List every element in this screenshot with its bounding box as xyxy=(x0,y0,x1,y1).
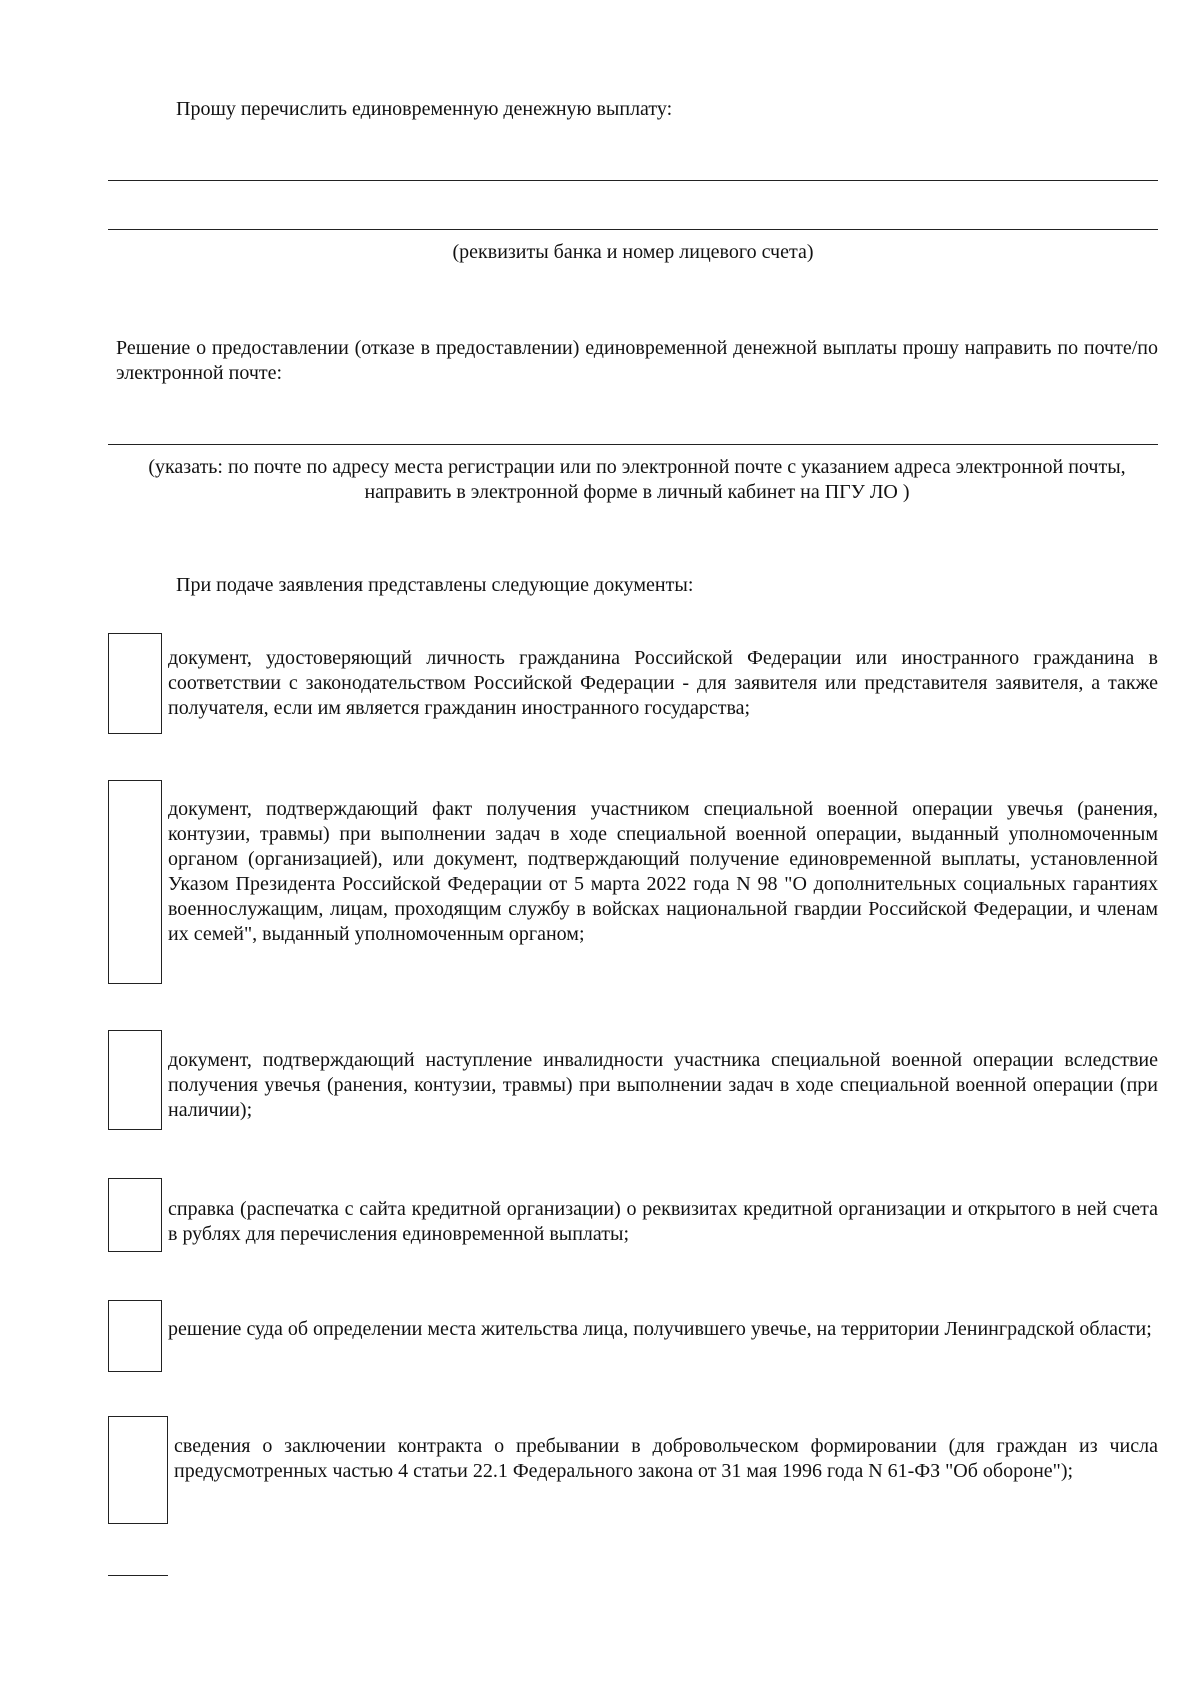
documents-heading: При подаче заявления представлены следующие документы: xyxy=(176,574,694,596)
document-text: справка (распечатка с сайта кредитной организации) о реквизитах кредитной организации и открытого в ней счета в рублях для перечисления единовременной выплаты; xyxy=(168,1198,1158,1245)
bank-details-caption: (реквизиты банка и номер лицевого счета) xyxy=(452,241,814,263)
document-text: документ, подтверждающий факт получения участником специальной военной операции увечья (ранения, контузии, травмы) при выполнении задач в ходе специальной военной операции, выданный уполномоченным органом (организацией), или документ, подтверждающий получение единовременной выплаты, установленной Указом Президента Российской Федерации от 5 марта 2022 года N 98 "О дополнительных социальных гарантиях военнослужащим, лицам, проходящим службу в войсках национальной гвардии Российской Федерации, и членам их семей", выданный уполномоченным органом; xyxy=(168,798,1158,945)
bank-details-line-1[interactable] xyxy=(108,180,1158,181)
document-checkbox[interactable] xyxy=(108,633,162,734)
document-checkbox[interactable] xyxy=(108,780,162,984)
delivery-address-line[interactable] xyxy=(108,444,1158,445)
decision-delivery-text: Решение о предоставлении (отказе в предоставлении) единовременной денежной выплаты прошу направить по почте/по электронной почте: xyxy=(116,337,1158,384)
document-checkbox[interactable] xyxy=(108,1300,162,1372)
document-text: решение суда об определении места жительства лица, получившего увечье, на территории Ленинградской области; xyxy=(168,1318,1152,1340)
footnote-separator xyxy=(108,1575,168,1576)
document-checkbox[interactable] xyxy=(108,1416,168,1524)
payment-request-text: Прошу перечислить единовременную денежную выплату: xyxy=(176,98,673,120)
document-text: сведения о заключении контракта о пребывании в добровольческом формировании (для граждан из числа предусмотренных частью 4 статьи 22.1 Федерального закона от 31 мая 1996 года N 61-ФЗ "Об обороне"); xyxy=(174,1435,1158,1482)
document-checkbox[interactable] xyxy=(108,1178,162,1252)
delivery-caption: (указать: по почте по адресу места регистрации или по электронной почте с указанием адреса электронной почты, направить в электронной форме в личный кабинет на ПГУ ЛО ) xyxy=(148,456,1126,503)
document-text: документ, удостоверяющий личность гражданина Российской Федерации или иностранного гражданина в соответствии с законодательством Российской Федерации - для заявителя или представителя заявителя, а также получателя, если им является гражданин иностранного государства; xyxy=(168,647,1158,719)
document-text: документ, подтверждающий наступление инвалидности участника специальной военной операции вследствие получения увечья (ранения, контузии, травмы) при выполнении задач в ходе специальной военной операции (при наличии); xyxy=(168,1049,1158,1121)
document-checkbox[interactable] xyxy=(108,1030,162,1130)
bank-details-line-2[interactable] xyxy=(108,229,1158,230)
